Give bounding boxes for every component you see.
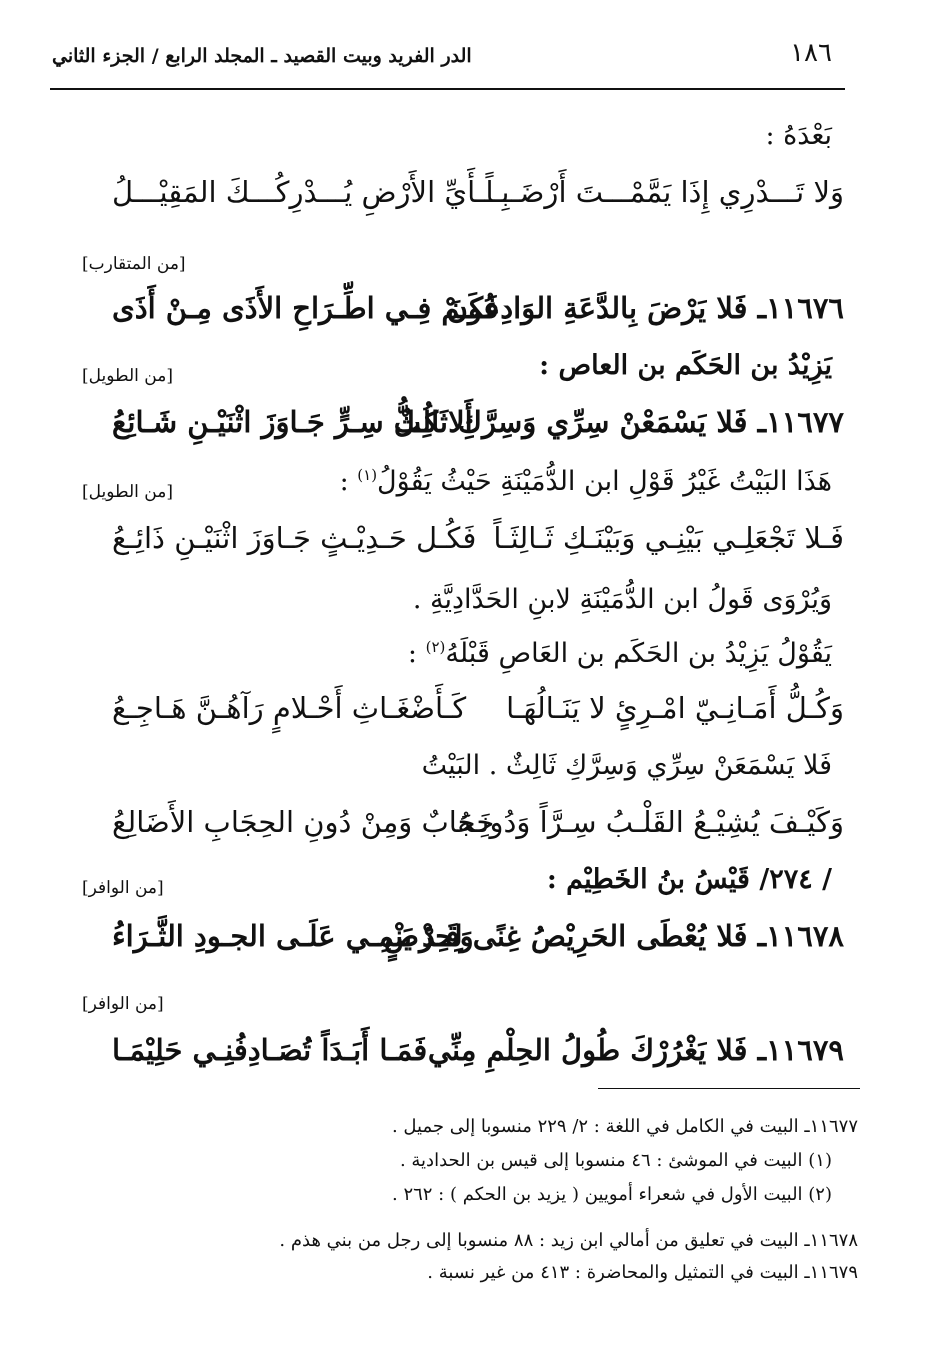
commentary-line-3-end: : (407, 638, 426, 669)
verse-yazid-2-first-hemistich: وَكَيْـفَ يُشِيْـعُ القَلْـبُ سِـرَّاً وَدُونَـهُ (457, 805, 844, 839)
verse-yazid-1-first-hemistich: وَكُـلُّ أَمَـانِـيّ امْـرِئٍ لا يَنَـالُهَـا (506, 691, 844, 725)
verse-11676-second-hemistich: فَكَـمْ فِـي اطِّـرَاحِ الأَذَى مِـنْ أَذَى (112, 291, 500, 325)
commentary-line-4: فَلا يَسْمَعَنْ سِرِّي وَسِرَّكِ ثَالِثٌ . البَيْتُ (421, 750, 832, 781)
commentary-line-1 (340, 468, 832, 495)
verse-11678-second-hemistich: وَقَـدْ يَنْمِـي عَلَـى الجـودِ الثَّـرَاءُ (112, 919, 474, 953)
meter-label-1: [من المتقارب] (82, 254, 186, 274)
header-rule (50, 88, 845, 90)
intro-line: بَعْدَهُ : (765, 120, 832, 151)
footnote-ref-1: (١) (357, 466, 378, 484)
verse-11677-second-hemistich: أَلا كُـلُّ سِـرٍّ جَـاوَزَ اثْنَيْـنِ شَـائِعُ (112, 405, 473, 439)
meter-label-2: [من الطويل] (82, 366, 173, 386)
commentary-line-1-text: هَذَا البَيْتُ غَيْرُ قَوْلِ ابن الدُّمَيْنَةِ حَيْثُ يَقُوْلُ (377, 466, 832, 497)
meter-label-5: [من الوافر] (82, 994, 164, 1014)
footnote-2: (٢) البيت الأول في شعراء أمويين ( يزيد بن الحكم ) : ٢٦٢ . (391, 1184, 832, 1205)
verse-1-first-hemistich: وَلا تَـــدْرِي إِذَا يَمَّمْـــتَ أَرْضَـــاً (485, 175, 844, 209)
footnote-11678: ١١٦٧٨ـ البيت في تعليق من أمالي ابن زيد : ٨٨ منسوبا إلى رجل من بني هذم . (279, 1230, 858, 1251)
poet-name-yazid: يَزِيْدُ بن الحَكَم بن العاص : (539, 350, 832, 381)
verse-1-second-hemistich: بِـــأَيِّ الأَرْضِ يُـــدْرِكُـــكَ المَقِيْـــلُ (112, 175, 510, 209)
verse-11679-second-hemistich: فَمَـا أَبَـدَاً تُصَـادِفُنِـي حَلِيْمَـا (112, 1033, 428, 1067)
verse-11679-first-hemistich: ١١٦٧٩ـ فَلا يَغْرُرْكَ طُولُ الحِلْمِ مِنِّي (427, 1033, 844, 1067)
footnote-1: (١) البيت في الموشئ : ٤٦ منسوبا إلى قيس بن الحدادية . (399, 1150, 832, 1171)
verse-11678-first-hemistich: ١١٦٧٨ـ فَلا يُعْطَى الحَرِيْصُ غِنًى لِحِرْصٍ (384, 919, 844, 953)
verse-dumayna-second-hemistich: فَكُـل حَـدِيْـثٍ جَـاوَزَ اثْنَيْـنِ ذَائِـعُ (112, 521, 477, 555)
page-number: ١٨٦ (790, 38, 832, 68)
commentary-line-2: وَيُرْوَى قَولُ ابن الدُّمَيْنَةِ لابنِ الحَدَّادِيَّةِ . (412, 584, 832, 615)
commentary-line-3 (408, 640, 832, 667)
footnote-ref-2: (٢) (425, 638, 446, 656)
verse-11676-first-hemistich: ١١٦٧٦ـ فَلا يَرْضَ بِالدَّعَةِ الوَادِعُونَ (446, 291, 844, 325)
meter-label-4: [من الوافر] (82, 878, 164, 898)
footnote-11679: ١١٦٧٩ـ البيت في التمثيل والمحاضرة : ٤١٣ من غير نسبة . (427, 1262, 858, 1283)
verse-dumayna-first-hemistich: فَـلا تَجْعَلِـي بَيْنِـي وَبَيْنَـكِ ثَـالِثَـاً (493, 521, 844, 555)
meter-label-3: [من الطويل] (82, 482, 173, 502)
verse-yazid-2-second-hemistich: حِجَابٌ وَمِنْ دُونِ الحِجَابِ الأَضَالِعُ (112, 805, 495, 839)
poet-name-qays: / ٢٧٤/ قَيْسُ بنُ الخَطِيْم : (546, 864, 832, 895)
commentary-line-3-text: يَقُوْلُ يَزِيْدُ بن الحَكَم بن العَاصِ قَبْلَهُ (445, 638, 832, 669)
footnote-rule (598, 1088, 860, 1089)
footnote-11677: ١١٦٧٧ـ البيت في الكامل في اللغة : ٢/ ٢٢٩ منسوبا إلى جميل . (391, 1116, 858, 1137)
verse-yazid-1-second-hemistich: كَـأَضْغَـاثِ أَحْـلامٍ رَآهُـنَّ هَـاجِـعُ (112, 691, 467, 725)
running-head: الدر الفريد وبيت القصيد ـ المجلد الرابع / الجزء الثاني (52, 45, 472, 67)
verse-11677-first-hemistich: ١١٦٧٧ـ فَلا يَسْمَعْنْ سِرِّي وَسِرَّكِ ثَالِثٌ (393, 405, 844, 439)
commentary-line-1-end: : (339, 466, 358, 497)
